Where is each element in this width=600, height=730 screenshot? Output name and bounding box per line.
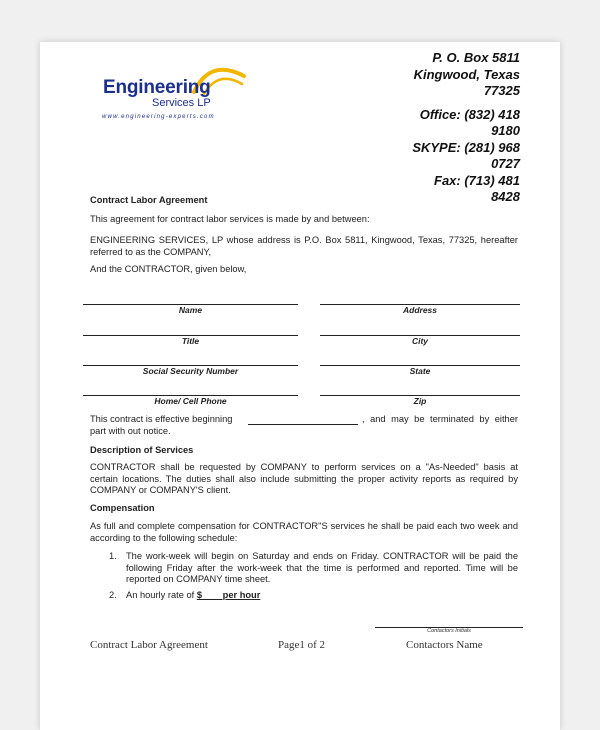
title-label: Title <box>181 336 200 346</box>
item2-label: An hourly rate of <box>126 590 195 600</box>
hourly-rate-field[interactable]: $ per hour <box>196 590 261 600</box>
footer-doc-name: Contract Labor Agreement <box>90 639 208 651</box>
document-page <box>40 42 560 730</box>
fax-a: Fax: (713) 481 <box>434 172 520 188</box>
address-line-1: P. O. Box 5811 <box>432 50 520 65</box>
office-phone-b: 9180 <box>491 123 520 138</box>
state-label: State <box>409 366 431 376</box>
contact-block <box>412 50 520 206</box>
page-number: Page1 of 2 <box>278 639 326 651</box>
fax-b: 8428 <box>491 189 520 204</box>
doc-intro: This agreement for contract labor services is made by and between: <box>90 214 370 224</box>
name-label: Name <box>178 305 203 315</box>
logo-url: www.engineering-experts.com <box>102 114 215 120</box>
comp-body: As full and complete compensation for CONTRACTOR"S services he shall be paid each two week and according to the following schedule: <box>90 521 518 543</box>
effective-pre: This contract is effective beginning <box>90 414 233 424</box>
skype-b: 0727 <box>491 156 520 171</box>
item2-text <box>126 590 260 602</box>
item2-number: 2. <box>109 590 117 600</box>
skype-a: SKYPE: (281) 968 <box>412 139 520 155</box>
doc-title: Contract Labor Agreement <box>90 195 208 205</box>
item1-text: The work-week will begin on Saturday and ends on Friday. CONTRACTOR will be paid the following Friday after the work-week that the time is performed and reported. Time will be reported on COMPANY time sheet. <box>126 551 518 584</box>
address-line-2: Kingwood, Texas <box>413 66 520 82</box>
desc-body: CONTRACTOR shall be requested by COMPANY to perform services on a "As-Needed" basis at certain locations. The duties shall also include submitting the proper activity reports as required by COMPANY or COMPANY'S client. <box>90 462 518 495</box>
zip-label: Zip <box>413 396 427 406</box>
logo-name: Engineering <box>103 77 211 98</box>
comp-heading: Compensation <box>90 503 155 513</box>
office-phone-a: Office: (832) 418 <box>419 106 520 122</box>
party-contractor: And the CONTRACTOR, given below, <box>90 264 247 274</box>
contractor-name-label: Contactors Name <box>406 639 483 651</box>
address-zip: 77325 <box>483 83 520 98</box>
party-company: ENGINEERING SERVICES, LP whose address is P.O. Box 5811, Kingwood, Texas, 77325, hereafter referred to as the COMPANY, <box>90 235 518 257</box>
effective-post: , and may be terminated by either part with out notice. <box>90 414 518 436</box>
item1-number: 1. <box>109 551 117 561</box>
ssn-label: Social Security Number <box>142 366 239 376</box>
phone-label: Home/ Cell Phone <box>154 396 227 406</box>
desc-heading: Description of Services <box>90 445 194 455</box>
city-label: City <box>411 336 429 346</box>
initials-label: Contactors Initials <box>427 628 471 634</box>
logo-subtitle: Services LP <box>152 97 211 109</box>
address-label: Address <box>402 305 437 315</box>
